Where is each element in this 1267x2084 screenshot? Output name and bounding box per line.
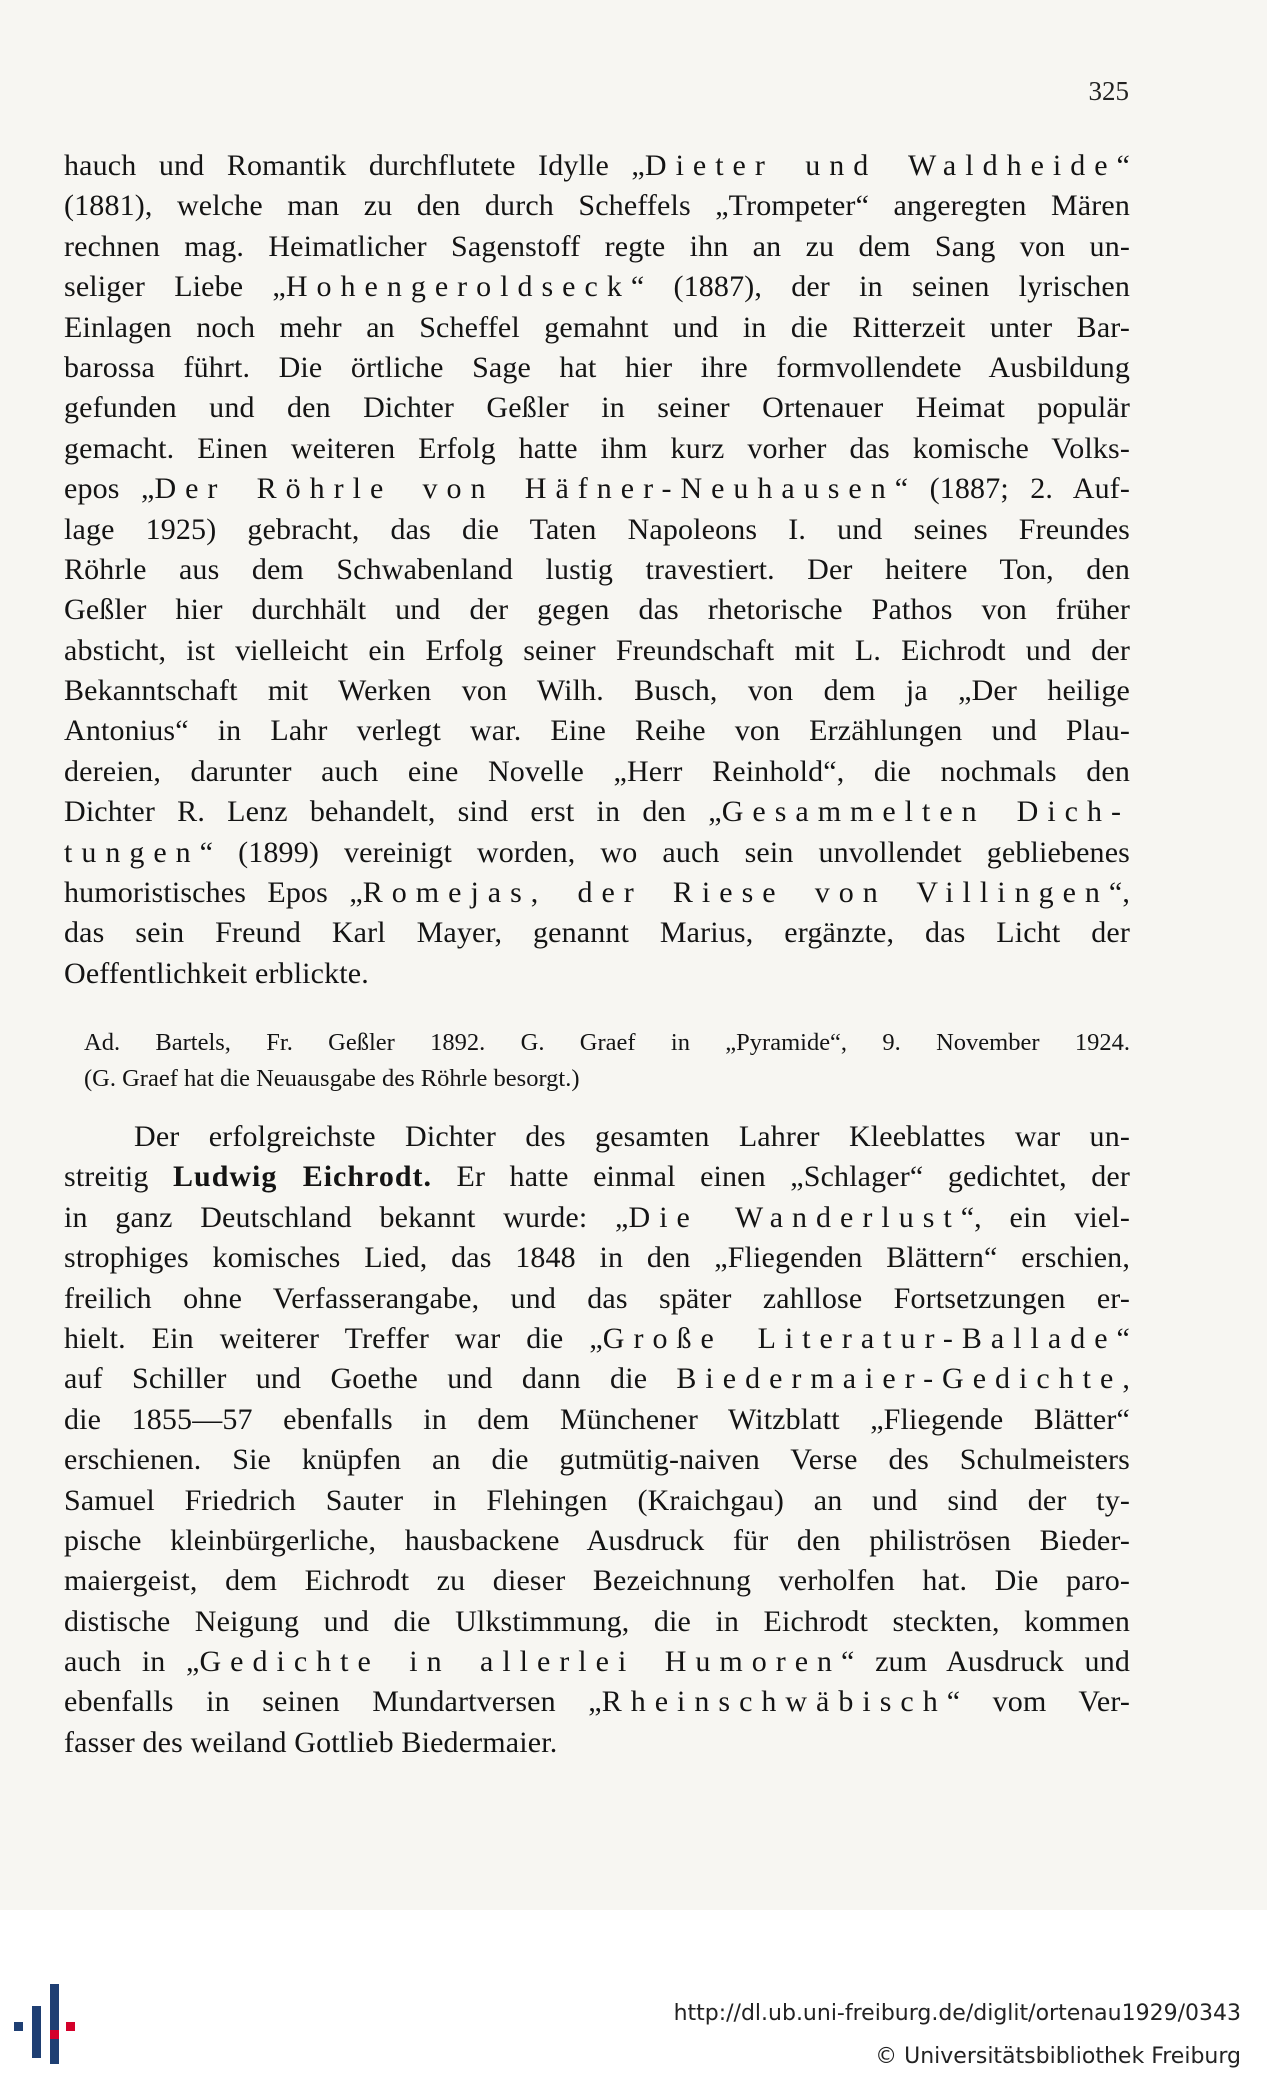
- text-segment: strophiges komisches Lied, das 1848 in den „Fliegenden Blättern“ erschien,: [64, 1241, 1130, 1275]
- text-line: [64, 1279, 1130, 1319]
- text-segment: ebenfalls in seinen Mundartversen „: [64, 1685, 602, 1719]
- text-segment: barossa führt. Die örtliche Sage hat hier ihre formvollendete Ausbildung: [64, 350, 1130, 384]
- text-segment: Samuel Friedrich Sauter in Flehingen (Kraichgau) an und sind der ty-: [64, 1483, 1130, 1517]
- spaced-title: Biedermaier-Gedichte: [676, 1362, 1123, 1396]
- spaced-title: Romejas, der Riese von Villingen: [362, 876, 1109, 910]
- spaced-title: Dieter und Waldheide: [644, 149, 1117, 182]
- text-segment: pische kleinbürgerliche, hausbackene Ausdruck für den philiströsen Bieder-: [64, 1523, 1130, 1557]
- text-line: [64, 186, 1130, 226]
- text-segment: freilich ohne Verfasserangabe, und das später zahllose Fortsetzungen er-: [64, 1281, 1130, 1315]
- text-segment: Antonius“ in Lahr verlegt war. Eine Reihe von Erzählungen und Plau-: [64, 714, 1130, 748]
- text-segment: Oeffentlichkeit erblickte.: [64, 956, 369, 990]
- text-segment: Er hatte einmal einen „Schlager“ gedichtet, der: [432, 1160, 1131, 1194]
- text-segment: rechnen mag. Heimatlicher Sagenstoff regte ihn an zu dem Sang von un-: [64, 229, 1130, 263]
- text-line: [64, 671, 1130, 711]
- spaced-title: Hohengeroldseck: [285, 270, 631, 304]
- text-line: [64, 1602, 1130, 1642]
- text-segment: Der erfolgreichste Dichter des gesamten Lahrer Kleeblattes war un-: [134, 1120, 1130, 1153]
- spaced-title: Rheinschwäbisch: [601, 1685, 947, 1719]
- spaced-title: Gesammelten Dich-: [721, 795, 1130, 829]
- text-line: [64, 833, 1130, 873]
- text-line: [64, 1117, 1130, 1157]
- text-segment: epos „: [64, 472, 155, 506]
- text-segment: distische Neigung und die Ulkstimmung, die in Eichrodt steckten, kommen: [64, 1604, 1130, 1638]
- text-line: [64, 267, 1130, 307]
- bibliographic-note: [84, 1025, 1130, 1097]
- text-segment: “, ein viel-: [960, 1200, 1131, 1234]
- text-line: [64, 1400, 1130, 1440]
- text-line: [64, 550, 1130, 590]
- text-line: [64, 510, 1130, 550]
- text-line: [64, 711, 1130, 751]
- text-segment: dereien, darunter auch eine Novelle „Herr Reinhold“, die nochmals den: [64, 754, 1130, 788]
- text-line: [64, 1682, 1130, 1722]
- text-segment: lage 1925) gebracht, das die Taten Napoleons I. und seines Freundes: [64, 512, 1130, 546]
- text-segment: gefunden und den Dichter Geßler in seiner Ortenauer Heimat populär: [64, 391, 1130, 425]
- text-line: [64, 1319, 1130, 1359]
- text-segment: (1881), welche man zu den durch Scheffels „Trompeter“ angeregten Mären: [64, 189, 1130, 223]
- text-segment: maiergeist, dem Eichrodt zu dieser Bezeichnung verholfen hat. Die paro-: [64, 1564, 1130, 1598]
- text-line: [64, 388, 1130, 428]
- text-line: [64, 1723, 1130, 1763]
- text-segment: streitig: [64, 1160, 173, 1194]
- note-line: (G. Graef hat die Neuausgabe des Röhrle besorgt.): [84, 1065, 580, 1092]
- text-segment: erschienen. Sie knüpfen an die gutmütig-naiven Verse des Schulmeisters: [64, 1443, 1130, 1477]
- text-line: [64, 752, 1130, 792]
- text-segment: gemacht. Einen weiteren Erfolg hatte ihm kurz vorher das komische Volks-: [64, 431, 1130, 465]
- text-segment: die 1855—57 ebenfalls in dem Münchener Witzblatt „Fliegende Blätter“: [64, 1402, 1130, 1436]
- text-line: [64, 1561, 1130, 1601]
- text-line: [64, 1521, 1130, 1561]
- text-line: [64, 954, 1130, 994]
- note-line: Ad. Bartels, Fr. Geßler 1892. G. Graef in „Pyramide“, 9. November 1924.: [84, 1029, 1130, 1056]
- spaced-title: Der Röhrle von Häfner-Neuhausen: [154, 472, 895, 506]
- text-segment: in ganz Deutschland bekannt wurde: „: [64, 1200, 629, 1234]
- page-number: 325: [1088, 76, 1129, 106]
- text-segment: ,: [1122, 1362, 1130, 1396]
- text-line: [64, 308, 1130, 348]
- text-segment: seliger Liebe „: [64, 270, 286, 304]
- text-line: [64, 429, 1130, 469]
- text-segment: Geßler hier durchhält und der gegen das rhetorische Pathos von früher: [64, 593, 1130, 627]
- text-segment: fasser des weiland Gottlieb Biedermaier.: [64, 1725, 558, 1759]
- text-segment: hielt. Ein weiterer Treffer war die „: [64, 1321, 603, 1355]
- text-segment: Röhrle aus dem Schwabenland lustig travestiert. Der heitere Ton, den: [64, 552, 1130, 586]
- text-segment: humoristisches Epos „: [64, 876, 363, 910]
- text-line: [64, 1359, 1130, 1399]
- text-line: [64, 1642, 1130, 1682]
- text-segment: “,: [1108, 876, 1131, 910]
- text-segment: “ (1887; 2. Auf-: [894, 472, 1130, 506]
- text-line: [64, 913, 1130, 953]
- source-url-link[interactable]: http://dl.ub.uni-freiburg.de/diglit/ortenau1929/0343: [673, 2001, 1241, 2026]
- text-line: [64, 873, 1130, 913]
- bold-name: Ludwig Eichrodt.: [173, 1160, 432, 1194]
- text-segment: “ (1887), der in seinen lyrischen: [630, 270, 1130, 304]
- spaced-title: Gedichte in allerlei Humoren: [199, 1645, 842, 1679]
- text-line: [64, 348, 1130, 388]
- text-segment: Dichter R. Lenz behandelt, sind erst in den „: [64, 795, 722, 829]
- spaced-title: Große Literatur-Ballade: [602, 1321, 1117, 1355]
- text-segment: absticht, ist vielleicht ein Erfolg seiner Freundschaft mit L. Eichrodt und der: [64, 633, 1130, 667]
- paragraph-2: [64, 1117, 1130, 1763]
- text-segment: auf Schiller und Goethe und dann die: [64, 1362, 677, 1396]
- text-segment: “ zum Ausdruck und: [841, 1645, 1130, 1679]
- text-line: [64, 1198, 1130, 1238]
- paragraph-1: [64, 146, 1130, 994]
- text-line: [64, 1440, 1130, 1480]
- spaced-title: Die Wanderlust: [628, 1200, 961, 1234]
- text-segment: auch in „: [64, 1645, 200, 1679]
- text-line: [64, 631, 1130, 671]
- text-line: [64, 1157, 1130, 1197]
- text-segment: das sein Freund Karl Mayer, genannt Marius, ergänzte, das Licht der: [64, 916, 1130, 950]
- text-line: [64, 469, 1130, 509]
- text-segment: “: [1116, 149, 1131, 182]
- text-line: [64, 227, 1130, 267]
- spaced-title: tungen: [64, 835, 200, 869]
- text-segment: “: [1116, 1321, 1130, 1355]
- text-line: [64, 792, 1130, 832]
- text-segment: Bekanntschaft mit Werken von Wilh. Busch, von dem ja „Der heilige: [64, 674, 1130, 708]
- ub-freiburg-logo-icon: [10, 1978, 80, 2068]
- text-segment: “ vom Ver-: [946, 1685, 1130, 1719]
- copyright-text: © Universitätsbibliothek Freiburg: [875, 2044, 1241, 2069]
- text-line: [64, 1481, 1130, 1521]
- text-line: [64, 1238, 1130, 1278]
- text-segment: Einlagen noch mehr an Scheffel gemahnt und in die Ritterzeit unter Bar-: [64, 310, 1130, 344]
- text-line: [64, 146, 1130, 186]
- text-line: [64, 590, 1130, 630]
- text-segment: hauch und Romantik durchflutete Idylle „: [64, 149, 645, 182]
- text-segment: “ (1899) vereinigt worden, wo auch sein unvollendet gebliebenes: [199, 835, 1130, 869]
